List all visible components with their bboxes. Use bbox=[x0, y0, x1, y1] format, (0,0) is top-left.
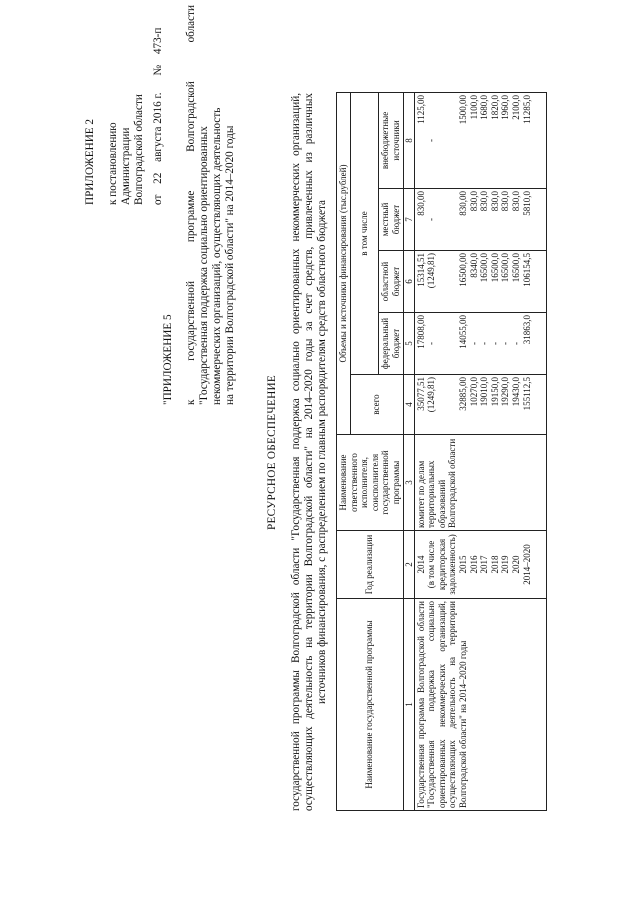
header-including: в том числе bbox=[350, 92, 379, 374]
header-year: Год реализации bbox=[337, 531, 404, 599]
total-value: 19290,0 bbox=[500, 377, 511, 407]
number-sign: № bbox=[152, 64, 164, 76]
regional-value: 16500,0 bbox=[500, 253, 511, 283]
program-name-cell: Государственная программа Волгоградской области "Государственная поддержка социально ориентированных некоммерческих организаций, осуществляющих деятельность на территории Волгоградской области" на 2014–2020 годы bbox=[414, 599, 538, 811]
appendix5-line: к государственной программе Волгоградской области bbox=[185, 5, 197, 405]
date-month: августа 2016 г. bbox=[152, 92, 164, 162]
resource-table bbox=[336, 92, 547, 811]
federal-value: - bbox=[468, 342, 479, 345]
year-value: 2020 bbox=[510, 555, 521, 574]
header-federal: федеральный бюджет bbox=[379, 313, 403, 375]
column-number: 4 bbox=[403, 375, 414, 435]
extrabudget-cell bbox=[414, 92, 538, 188]
resolution-line: к постановлению bbox=[107, 122, 119, 205]
local-value: - bbox=[426, 218, 437, 221]
date-day: 22 bbox=[152, 172, 164, 184]
year-value: 2017 bbox=[479, 555, 490, 574]
heading-line: осуществляющих деятельность на территории Волгоградской области" на 2014–2020 годы за счет средств, привлеченных из различных bbox=[303, 93, 315, 811]
total-value: 10270,0 bbox=[468, 377, 479, 407]
year-value: 2015 bbox=[457, 555, 468, 574]
extrabudget-value: 1500,00 bbox=[457, 94, 468, 125]
total-value: 32885,00 bbox=[457, 377, 468, 411]
year-note: (в том числе кредиторская задолженность) bbox=[426, 534, 458, 595]
federal-value: - bbox=[500, 342, 511, 345]
extrabudget-value: 1960,0 bbox=[500, 94, 511, 120]
regional-value: 15314,51 bbox=[415, 253, 426, 287]
regional-value: 16500,00 bbox=[457, 253, 468, 287]
local-value: 830,0 bbox=[510, 191, 521, 212]
federal-value: 31863,0 bbox=[521, 315, 532, 345]
column-number: 1 bbox=[403, 599, 414, 811]
local-cell bbox=[414, 189, 538, 251]
year-value: 2019 bbox=[500, 555, 511, 574]
local-value: 830,0 bbox=[479, 191, 490, 212]
column-number: 8 bbox=[403, 92, 414, 188]
appendix5-title: "ПРИЛОЖЕНИЕ 5 bbox=[162, 314, 174, 405]
extrabudget-value: 1125,00 bbox=[415, 94, 426, 124]
extrabudget-value: 2100,0 bbox=[510, 94, 521, 120]
local-value: 830,0 bbox=[489, 191, 500, 212]
header-volumes: Объемы и источники финансирования (тыс.рублей) bbox=[337, 92, 351, 434]
local-value: 830,0 bbox=[500, 191, 511, 212]
total-value: 155112,5 bbox=[521, 377, 532, 411]
extrabudget-value: 1100,0 bbox=[468, 94, 479, 120]
year-value: 2016 bbox=[468, 555, 479, 574]
federal-value: - bbox=[426, 342, 437, 345]
federal-cell bbox=[414, 313, 538, 375]
header-regional: областной бюджет bbox=[379, 251, 403, 313]
federal-value: - bbox=[510, 342, 521, 345]
date-prefix: от bbox=[152, 194, 164, 205]
federal-value: - bbox=[489, 342, 500, 345]
total-cell bbox=[414, 375, 538, 435]
regional-value: (1249,81) bbox=[426, 253, 437, 289]
column-number: 3 bbox=[403, 435, 414, 531]
federal-value: 14055,00 bbox=[457, 315, 468, 349]
resolution-line: Волгоградской области bbox=[133, 94, 145, 205]
regional-value: 106154,5 bbox=[521, 253, 532, 287]
column-number: 5 bbox=[403, 313, 414, 375]
appendix-block bbox=[84, 0, 165, 205]
federal-value: - bbox=[479, 342, 490, 345]
local-value: 5810,0 bbox=[521, 191, 532, 216]
appendix5-line: некоммерческих организаций, осуществляющих деятельность bbox=[211, 107, 223, 405]
document-title: РЕСУРСНОЕ ОБЕСПЕЧЕНИЕ bbox=[266, 375, 278, 531]
table-bottom-rule bbox=[538, 92, 546, 810]
local-value: 830,00 bbox=[415, 191, 426, 216]
table-row bbox=[414, 92, 538, 810]
appendix5-block bbox=[162, 5, 237, 405]
column-number: 6 bbox=[403, 251, 414, 313]
column-number: 2 bbox=[403, 531, 414, 599]
resolution-number: 473-п bbox=[152, 27, 164, 55]
regional-value: 16500,0 bbox=[479, 253, 490, 283]
regional-value: 16500,0 bbox=[489, 253, 500, 283]
regional-value: 8340,0 bbox=[468, 253, 479, 278]
regional-value: 16500,0 bbox=[510, 253, 521, 283]
extrabudget-value: 11285,0 bbox=[521, 94, 532, 124]
extrabudget-value: - bbox=[426, 138, 437, 142]
local-value: 830,00 bbox=[457, 191, 468, 216]
year-cell bbox=[414, 531, 538, 599]
heading-line: государственной программы Волгоградской области "Государственная поддержка социально ориентированных некоммерческих организаций, bbox=[290, 93, 302, 811]
local-value: 830,0 bbox=[468, 191, 479, 212]
year-value: 2014–2020 bbox=[521, 544, 532, 585]
total-value: 19430,0 bbox=[510, 377, 521, 407]
executor-cell: комитет по делам территориальных образований Волгоградской области bbox=[414, 435, 538, 531]
extrabudget-value: 1820,0 bbox=[489, 94, 500, 120]
appendix-title: ПРИЛОЖЕНИЕ 2 bbox=[84, 118, 96, 205]
year-value: 2018 bbox=[489, 555, 500, 574]
header-program-name: Наименование государственной программы bbox=[337, 599, 404, 811]
extrabudget-value: 1680,0 bbox=[479, 94, 490, 120]
total-value: (1249,81) bbox=[426, 377, 437, 413]
header-executor: Наименование ответственного исполнителя, соисполнителя государственной программы bbox=[337, 435, 404, 531]
federal-value: 17808,00 bbox=[415, 315, 426, 349]
appendix5-line: "Государственная поддержка социально ориентированных bbox=[198, 126, 210, 405]
appendix5-line: на территории Волгоградской области" на 2014–2020 годы bbox=[224, 125, 236, 405]
total-value: 35077,51 bbox=[415, 377, 426, 411]
header-extrabudget: внебюджетные источники bbox=[379, 92, 403, 188]
header-total: всего bbox=[350, 375, 403, 435]
resolution-line: Администрации bbox=[120, 127, 132, 205]
total-value: 19010,0 bbox=[479, 377, 490, 407]
header-local: местный бюджет bbox=[379, 189, 403, 251]
total-value: 19150,0 bbox=[489, 377, 500, 407]
document-heading bbox=[290, 93, 329, 811]
column-number: 7 bbox=[403, 189, 414, 251]
year-value: 2014 bbox=[415, 555, 426, 574]
regional-cell bbox=[414, 251, 538, 313]
heading-line: источников финансирования, с распределением по главным распорядителям средств областного бюджета bbox=[316, 200, 328, 704]
